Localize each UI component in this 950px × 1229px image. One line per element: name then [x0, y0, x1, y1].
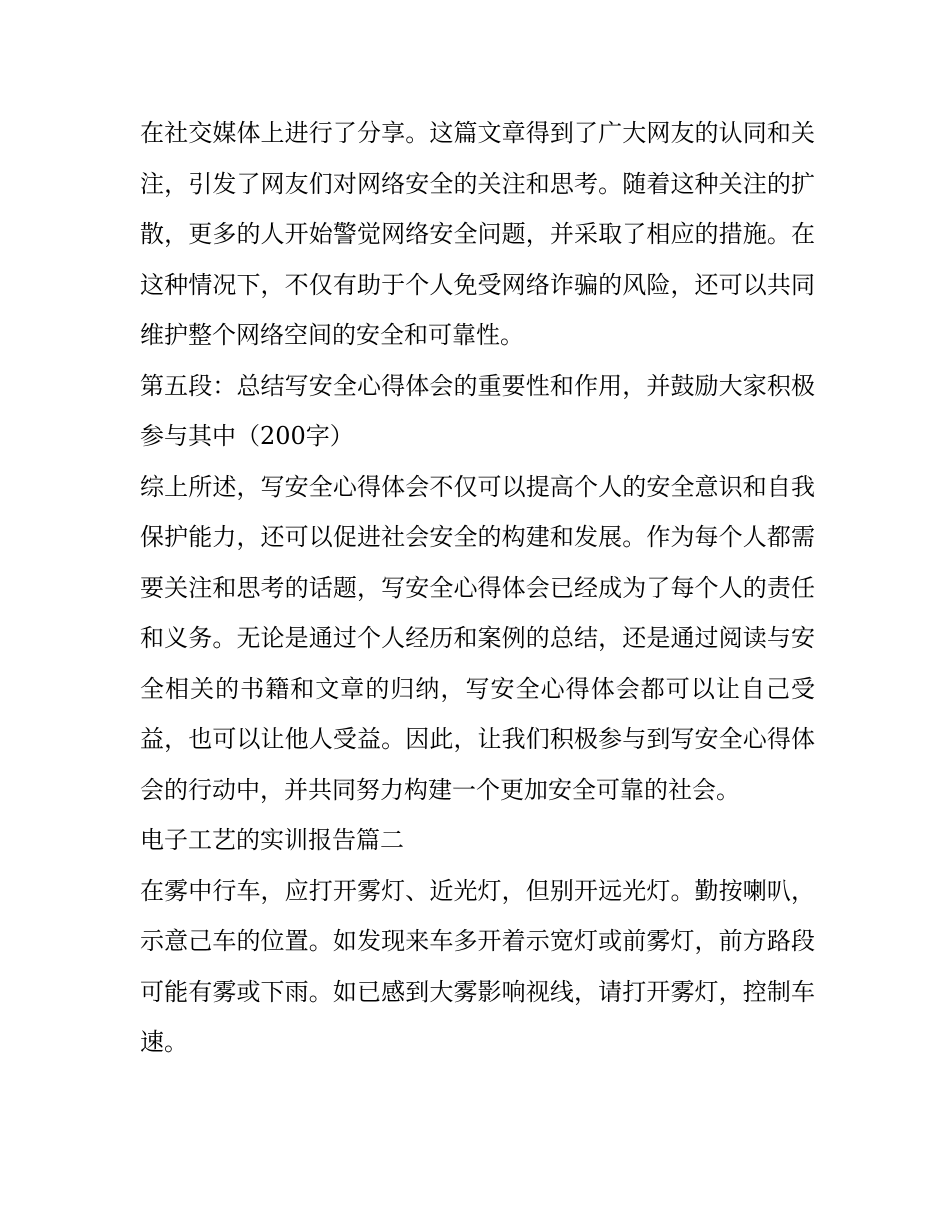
paragraph-social-media-sharing: 在社交媒体上进行了分享。这篇文章得到了广大网友的认同和关注，引发了网友们对网络安全的关注和思考。随着这种关注的扩散，更多的人开始警觉网络安全问题，并采取了相应的措施。在这种情况下，不仅有助于个人免受网络诈骗的风险，还可以共同维护整个网络空间的安全和可靠性。 — [140, 119, 815, 349]
paragraph-conclusion: 综上所述，写安全心得体会不仅可以提高个人的安全意识和自我保护能力，还可以促进社会安全的构建和发展。作为每个人都需要关注和思考的话题，写安全心得体会已经成为了每个人的责任和义务。无论是通过个人经历和案例的总结，还是通过阅读与安全相关的书籍和文章的归纳，写安全心得体会都可以让自己受益，也可以让他人受益。因此，让我们积极参与到写安全心得体会的行动中，并共同努力构建一个更加安全可靠的社会。 — [140, 472, 815, 804]
paragraph-fog-driving: 在雾中行车，应打开雾灯、近光灯，但别开远光灯。勤按喇叭，示意己车的位置。如发现来车多开着示宽灯或前雾灯，前方路段可能有雾或下雨。如已感到大雾影响视线，请打开雾灯，控制车速。 — [140, 876, 815, 1056]
section-heading-paragraph-five: 第五段：总结写安全心得体会的重要性和作用，并鼓励大家积极参与其中（200字） — [140, 371, 815, 450]
document-page — [140, 108, 815, 1068]
article-title-part-two: 电子工艺的实训报告篇二 — [140, 826, 404, 854]
